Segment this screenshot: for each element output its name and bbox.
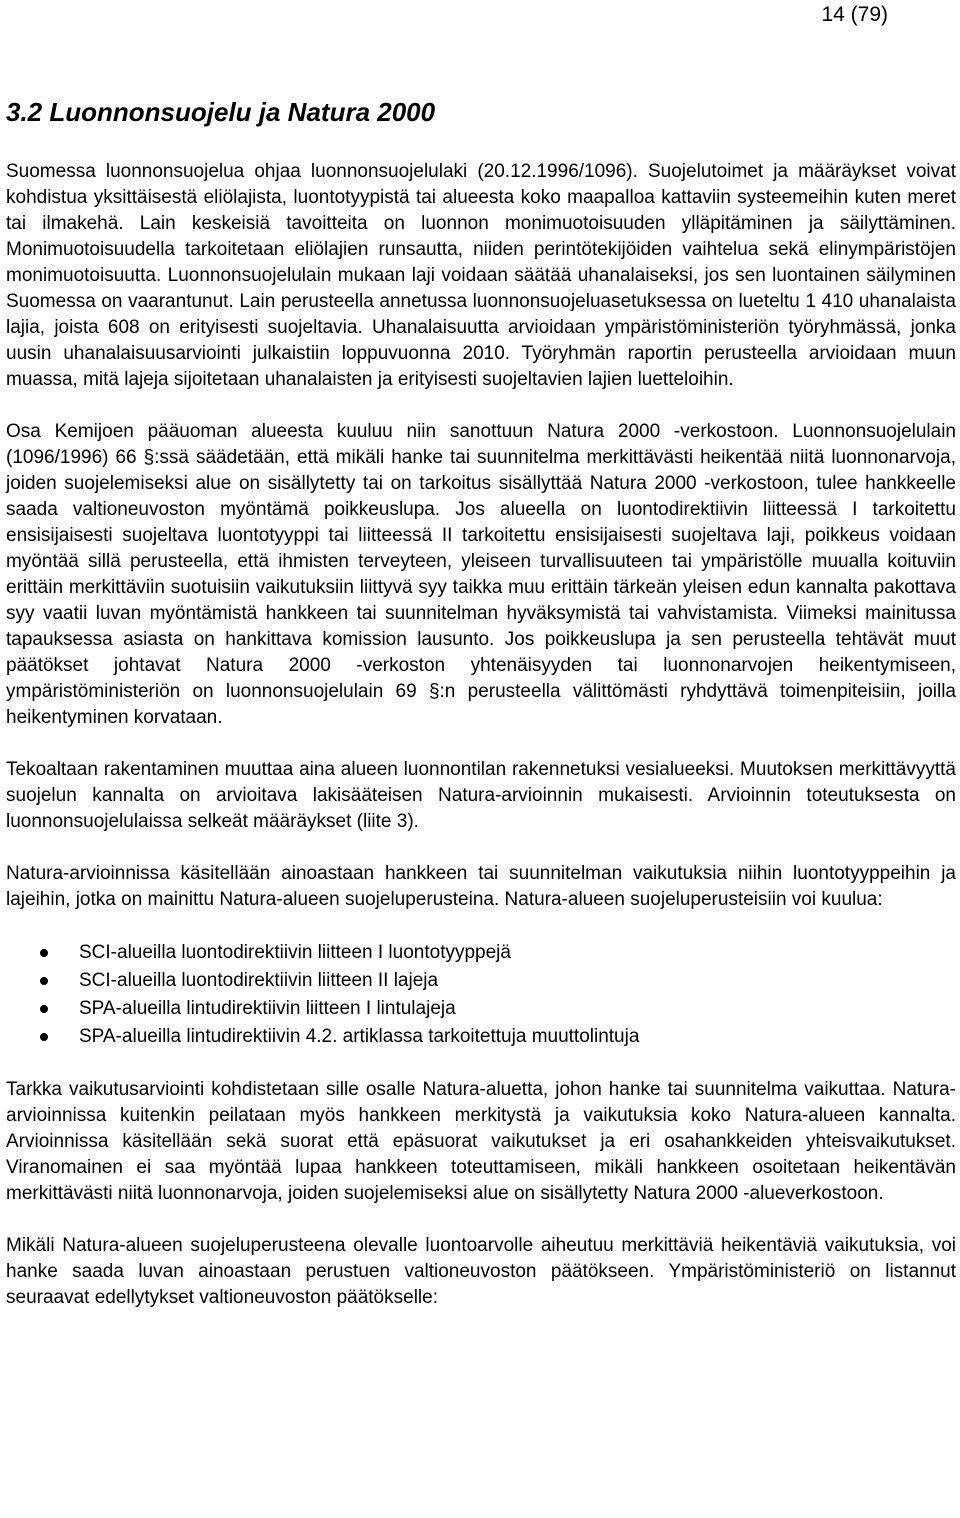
paragraph-gap	[6, 1207, 956, 1233]
page-number: 14 (79)	[821, 3, 888, 26]
document-body	[6, 159, 956, 1311]
paragraph-intro: Suomessa luonnonsuojelua ohjaa luonnonsuojelulaki (20.12.1996/1096). Suojelutoimet ja määräykset voivat kohdistua yksittäisestä eliölajista, luontotyypistä tai alueesta koko maapalloa kattaviin systeemeihin kuten meret tai ilmakehä. Lain keskeisiä tavoitteita on luonnon monimuotoisuuden ylläpitäminen ja säilyttäminen. Monimuotoisuudella tarkoitetaan eliölajien runsautta, niiden perintötekijöiden vaihtelua sekä elinympäristöjen monimuotoisuutta. Luonnonsuojelulain mukaan laji voidaan säätää uhanalaiseksi, jos sen luontainen säilyminen Suomessa on vaarantunut. Lain perusteella annetussa luonnonsuojeluasetuksessa on lueteltu 1 410 uhanalaista lajia, joista 608 on erityisesti suojeltavia. Uhanalaisuutta arvioidaan ympäristöministeriön työryhmässä, jonka uusin uhanalaisuusarviointi julkaistiin loppuvuonna 2010. Työryhmän raportin perusteella arvioidaan muun muassa, mitä lajeja sijoitetaan uhanalaisten ja erityisesti suojeltavien lajien luetteloihin.	[6, 161, 956, 390]
list-item	[6, 1023, 956, 1051]
protection-criteria-list	[6, 939, 956, 1051]
bullet-icon	[40, 949, 48, 957]
paragraph-gap	[6, 393, 956, 419]
paragraph-gap	[6, 1051, 956, 1077]
bullet-icon	[40, 1005, 48, 1013]
paragraph-reservoir: Tekoaltaan rakentaminen muuttaa aina alueen luonnontilan rakennetuksi vesialueeksi. Muutoksen merkittävyyttä suojelun kannalta on arvioitava lakisääteisen Natura-arvioinnin mukaisesti. Arvioinnin toteutuksesta on luonnonsuojelulaissa selkeät määräykset (liite 3).	[6, 759, 956, 832]
list-item-text: SCI-alueilla luontodirektiivin liitteen II lajeja	[79, 970, 439, 991]
list-item	[6, 967, 956, 995]
paragraph-gap	[6, 731, 956, 757]
section-heading: 3.2 Luonnonsuojelu ja Natura 2000	[6, 97, 436, 127]
list-item-text: SCI-alueilla luontodirektiivin liitteen I luontotyyppejä	[79, 942, 511, 963]
list-item-text: SPA-alueilla lintudirektiivin 4.2. artiklassa tarkoitettuja muuttolintuja	[79, 1026, 640, 1047]
paragraph-government-decision: Mikäli Natura-alueen suojeluperusteena olevalle luontoarvolle aiheutuu merkittäviä heikentäviä vaikutuksia, voi hanke saada luvan ainoastaan perustuen valtioneuvoston päätökseen. Ympäristöministeriö on listannut seuraavat edellytykset valtioneuvoston päätökselle:	[6, 1235, 956, 1308]
bullet-icon	[40, 977, 48, 985]
paragraph-natura-assessment: Natura-arvioinnissa käsitellään ainoastaan hankkeen tai suunnitelman vaikutuksia niihin luontotyyppeihin ja lajeihin, jotka on mainittu Natura-alueen suojeluperusteina. Natura-alueen suojeluperusteisiin voi kuulua:	[6, 863, 956, 910]
list-item	[6, 939, 956, 967]
paragraph-gap	[6, 913, 956, 939]
paragraph-gap	[6, 835, 956, 861]
list-item	[6, 995, 956, 1023]
paragraph-impact-assessment: Tarkka vaikutusarviointi kohdistetaan sille osalle Natura-aluetta, johon hanke tai suunnitelma vaikuttaa. Natura-arvioinnissa kuitenkin peilataan myös hankkeen merkitystä ja vaikutuksia koko Natura-alueen kannalta. Arvioinnissa käsitellään sekä suorat että epäsuorat vaikutukset ja eri osahankkeiden yhteisvaikutukset. Viranomainen ei saa myöntää lupaa hankkeen toteuttamiseen, mikäli hankkeen osoitetaan heikentävän merkittävästi niitä luonnonarvoja, joiden suojelemiseksi alue on sisällytetty Natura 2000 -alueverkostoon.	[6, 1079, 956, 1204]
list-item-text: SPA-alueilla lintudirektiivin liitteen I lintulajeja	[79, 998, 456, 1019]
bullet-icon	[40, 1033, 48, 1041]
paragraph-natura-2000: Osa Kemijoen pääuoman alueesta kuuluu niin sanottuun Natura 2000 -verkostoon. Luonnonsuojelulain (1096/1996) 66 §:ssä säädetään, että mikäli hanke tai suunnitelma merkittävästi heikentää niitä luonnonarvoja, joiden suojelemiseksi alue on sisällytetty tai on tarkoitus sisällyttää Natura 2000 -verkostoon, tulee hankkeelle saada valtioneuvoston myöntämä poikkeuslupa. Jos alueella on luontodirektiivin liitteessä I tarkoitettu ensisijaisesti suojeltava luontotyyppi tai liitteessä II tarkoitettu ensisijaisesti suojeltava laji, poikkeus voidaan myöntää sillä perusteella, että ihmisten terveyteen, yleiseen turvallisuuteen tai ympäristölle muualla koituviin erittäin merkittäviin suotuisiin vaikutuksiin liittyvä syy taikka muu erittäin tärkeän yleisen edun kannalta pakottava syy vaatii luvan myöntämistä hankkeen tai suunnitelman hyväksymistä tai vahvistamista. Viimeksi mainitussa tapauksessa asiasta on hankittava komission lausunto. Jos poikkeuslupa ja sen perusteella tehtävät muut päätökset johtavat Natura 2000 -verkoston yhtenäisyyden tai luonnonarvojen heikentymiseen, ympäristöministeriön on luonnonsuojelulain 69 §:n perusteella välittömästi ryhdyttävä toimenpiteisiin, joilla heikentyminen korvataan.	[6, 421, 956, 728]
